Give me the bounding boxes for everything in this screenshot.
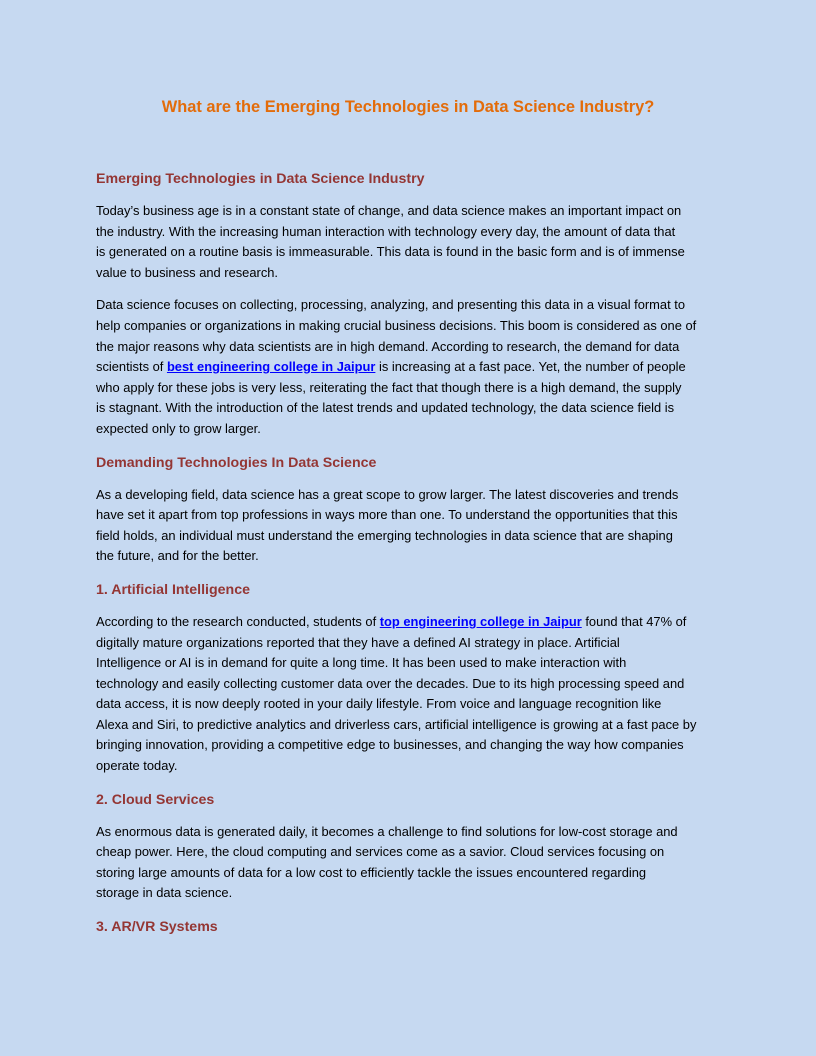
text-line: is generated on a routine basis is immeasurable. This data is found in the basic form and is of immense [96, 244, 685, 260]
text-line: As a developing field, data science has a great scope to grow larger. The latest discoveries and trends [96, 486, 679, 502]
text-line: help companies or organizations in making crucial business decisions. This boom is considered as one of [96, 317, 697, 333]
document-title: What are the Emerging Technologies in Data Science Industry? [161, 98, 655, 116]
text-line: is stagnant. With the introduction of the latest trends and updated technology, the data science field is [96, 400, 675, 416]
text-line: Alexa and Siri, to predictive analytics and driverless cars, artificial intelligence is growing at a fast pace by [96, 716, 697, 732]
text-line: Data science focuses on collecting, processing, analyzing, and presenting this data in a visual format to [96, 297, 686, 313]
section-heading-arvr: 3. AR/VR Systems [96, 919, 218, 936]
paragraph-cloud-1 [96, 822, 722, 904]
text-line: storing large amounts of data for a low cost to efficiently tackle the issues encountered regarding [96, 864, 647, 880]
text-line: field holds, an individual must understand the emerging technologies in data science that are shaping [96, 527, 673, 543]
text-line: digitally mature organizations reported that they have a defined AI strategy in place. Artificial [96, 634, 620, 650]
text-fragment: is increasing at a fast pace. Yet, the number of people [375, 359, 686, 375]
text-line: bringing innovation, providing a competitive edge to businesses, and changing the way how companies [96, 737, 684, 753]
section-heading-emerging: Emerging Technologies in Data Science Industry [96, 171, 425, 187]
text-line: expected only to grow larger. [96, 420, 261, 436]
text-line: cheap power. Here, the cloud computing and services come as a savior. Cloud services focusing on [96, 844, 665, 860]
document-body [96, 168, 722, 949]
text-line: data access, it is now deeply rooted in your daily lifestyle. From voice and language recognition like [96, 696, 662, 712]
text-fragment: scientists of [96, 359, 167, 375]
text-line: have set it apart from top professions in ways more than one. To understand the opportunities that this [96, 507, 678, 523]
section-heading-demanding: Demanding Technologies In Data Science [96, 454, 377, 471]
text-line: value to business and research. [96, 264, 279, 280]
section-heading-ai: 1. Artificial Intelligence [96, 581, 251, 598]
text-fragment: According to the research conducted, students of [96, 613, 380, 629]
text-line: storage in data science. [96, 885, 233, 901]
text-fragment: found that 47% of [581, 613, 687, 629]
text-line: As enormous data is generated daily, it becomes a challenge to find solutions for low-cost storage and [96, 823, 678, 839]
section-heading-cloud: 2. Cloud Services [96, 791, 215, 808]
text-line: Intelligence or AI is in demand for quite a long time. It has been used to make interaction with [96, 655, 627, 671]
text-line: technology and easily collecting customer data over the decades. Due to its high processing speed and [96, 675, 685, 691]
text-line [96, 612, 722, 633]
text-line: who apply for these jobs is very less, reiterating the fact that though there is a high demand, the supply [96, 379, 682, 395]
best-engineering-college-link[interactable]: best engineering college in Jaipur [166, 359, 376, 375]
text-line: the industry. With the increasing human interaction with technology every day, the amount of data that [96, 223, 676, 239]
text-line: the major reasons why data scientists are in high demand. According to research, the demand for data [96, 338, 680, 354]
paragraph-demanding-1 [96, 485, 722, 567]
paragraph-ai-1 [96, 612, 722, 777]
text-line: operate today. [96, 758, 178, 774]
text-line: Today’s business age is in a constant state of change, and data science makes an important impact on [96, 203, 682, 218]
paragraph-emerging-2 [96, 295, 722, 439]
top-engineering-college-link[interactable]: top engineering college in Jaipur [379, 613, 582, 629]
text-line [96, 357, 722, 378]
text-line: the future, and for the better. [96, 548, 259, 564]
paragraph-emerging-1 [96, 201, 722, 283]
